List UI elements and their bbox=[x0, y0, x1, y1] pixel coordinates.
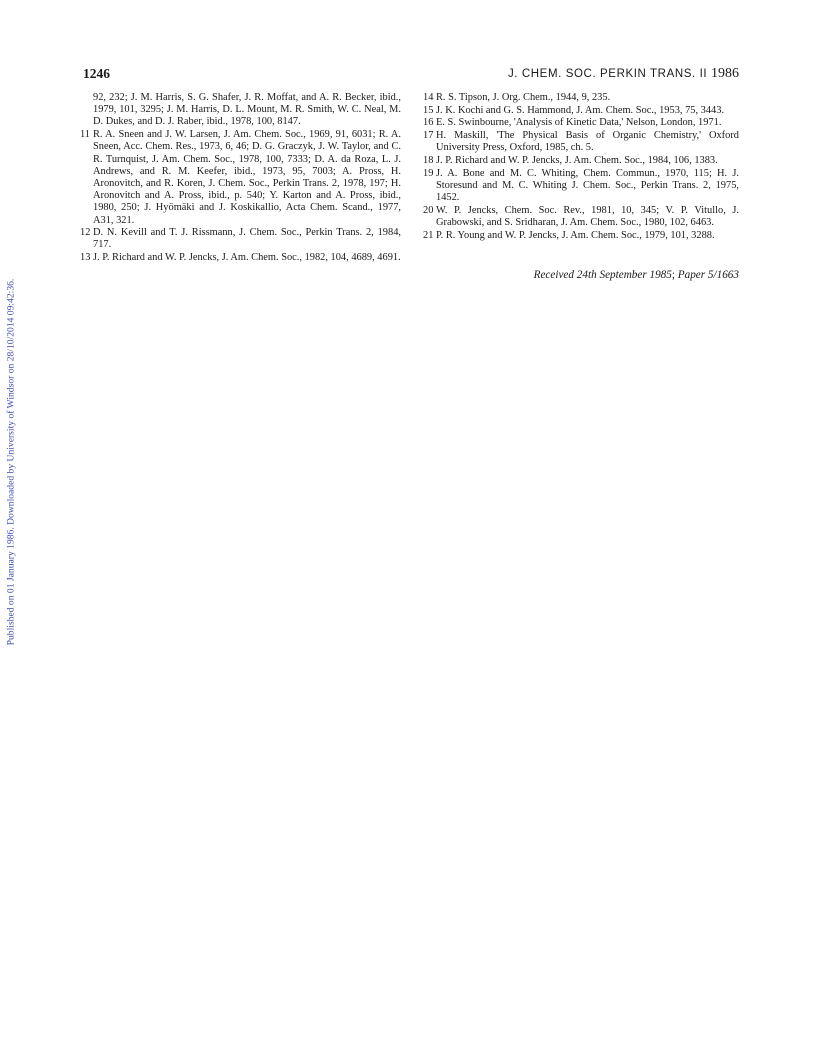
publication-stamp-text: Published on 01 January 1986. Downloaded by University of Windsor on 28/10/2014 09:42:36. bbox=[5, 278, 17, 646]
reference-text: D. N. Kevill and T. J. Rissmann, J. Chem. Soc., Perkin Trans. 2, 1984, 717. bbox=[93, 227, 401, 251]
reference-item bbox=[423, 230, 739, 242]
reference-item bbox=[423, 117, 739, 129]
paper-number: Paper 5/1663 bbox=[677, 269, 739, 281]
reference-text: J. P. Richard and W. P. Jencks, J. Am. Chem. Soc., 1984, 106, 1383. bbox=[436, 155, 718, 167]
received-separator: ; bbox=[671, 269, 678, 281]
reference-number: 21 bbox=[423, 229, 434, 241]
reference-text: R. A. Sneen and J. W. Larsen, J. Am. Chem. Soc., 1969, 91, 6031; R. A. Sneen, Acc. Chem. Res., 1973, 6, 46; D. G. Graczyk, J. W. Taylor, and C. R. Turnquist, J. Am. Chem. Soc., 1978, 100, 7333; D. A. da Roza, L. J. Andrews, and R. M. Keefer, ibid., 1973, 95, 7003; A. Pross, H. Aronovitch, and R. Koren, J. Chem. Soc., Perkin Trans. 2, 1978, 197; H. Aronovitch and A. Pross, ibid., p. 540; Y. Karton and A. Pross, ibid., 1980, 250; J. Hyömäki and J. Koskikallio, Acta Chem. Scand., 1977, A31, 321. bbox=[93, 129, 401, 226]
reference-item bbox=[80, 252, 401, 264]
reference-number: 18 bbox=[423, 155, 434, 167]
reference-text: R. S. Tipson, J. Org. Chem., 1944, 9, 235. bbox=[436, 92, 611, 103]
running-head bbox=[508, 66, 739, 82]
reference-item bbox=[423, 205, 739, 229]
references-left-column bbox=[80, 92, 401, 265]
reference-number: 16 bbox=[423, 117, 434, 129]
reference-number: 14 bbox=[423, 92, 434, 103]
reference-number: 13 bbox=[80, 252, 91, 264]
reference-number: 15 bbox=[423, 104, 434, 116]
reference-text: J. P. Richard and W. P. Jencks, J. Am. Chem. Soc., 1982, 104, 4689, 4691. bbox=[93, 252, 401, 264]
received-note bbox=[534, 269, 739, 281]
reference-item bbox=[80, 92, 401, 129]
reference-number: 12 bbox=[80, 227, 91, 239]
reference-number: 11 bbox=[80, 129, 91, 141]
reference-number: 17 bbox=[423, 130, 434, 142]
reference-item bbox=[423, 168, 739, 205]
reference-number: 19 bbox=[423, 167, 434, 179]
reference-text: J. K. Kochi and G. S. Hammond, J. Am. Chem. Soc., 1953, 75, 3443. bbox=[436, 104, 725, 116]
reference-text: P. R. Young and W. P. Jencks, J. Am. Chem. Soc., 1979, 101, 3288. bbox=[436, 229, 715, 241]
reference-item bbox=[80, 227, 401, 251]
reference-item bbox=[423, 92, 739, 104]
reference-text: H. Maskill, 'The Physical Basis of Organic Chemistry,' Oxford University Press, Oxford, 1985, ch. 5. bbox=[436, 130, 739, 154]
reference-item bbox=[423, 105, 739, 117]
reference-number: 20 bbox=[423, 204, 434, 216]
reference-item bbox=[423, 130, 739, 154]
reference-item bbox=[80, 129, 401, 227]
references-right-column bbox=[423, 92, 739, 242]
reference-text: 92, 232; J. M. Harris, S. G. Shafer, J. R. Moffat, and A. R. Becker, ibid., 1979, 101, 3295; J. M. Harris, D. L. Mount, M. R. Smith, W. C. Neal, M. D. Dukes, and D. J. Raber, ibid., 1978, 100, 8147. bbox=[93, 92, 401, 128]
publication-stamp bbox=[0, 0, 22, 1056]
reference-item bbox=[423, 155, 739, 167]
journal-name: J. CHEM. SOC. PERKIN TRANS. II bbox=[507, 68, 708, 80]
reference-text: E. S. Swinbourne, 'Analysis of Kinetic Data,' Nelson, London, 1971. bbox=[436, 117, 722, 129]
reference-text: J. A. Bone and M. C. Whiting, Chem. Commun., 1970, 115; H. J. Storesund and M. C. Whiting J. Chem. Soc., Perkin Trans. 2, 1975, 1452. bbox=[436, 167, 739, 204]
journal-year: 1986 bbox=[711, 66, 739, 81]
received-date: Received 24th September 1985 bbox=[533, 269, 672, 281]
page-number: 1246 bbox=[83, 66, 110, 81]
reference-text: W. P. Jencks, Chem. Soc. Rev., 1981, 10, 345; V. P. Vitullo, J. Grabowski, and S. Sridharan, J. Am. Chem. Soc., 1980, 102, 6463. bbox=[436, 204, 739, 229]
